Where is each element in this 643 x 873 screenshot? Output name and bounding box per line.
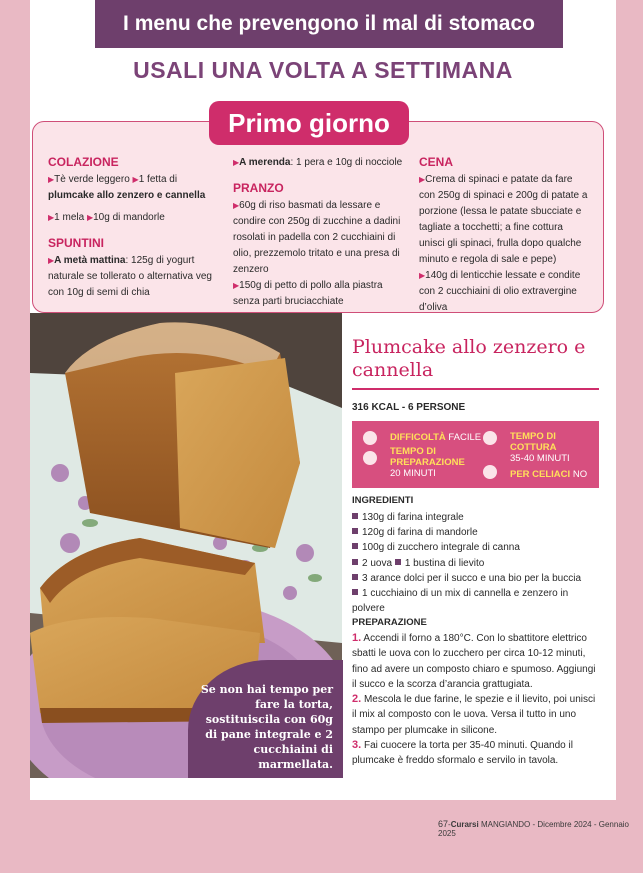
spuntini-title: SPUNTINI <box>48 236 105 250</box>
difficulty-icon <box>363 431 377 445</box>
colazione-line-1: ▶Tè verde leggero ▶1 fetta di plumcake allo zenzero e cannella <box>48 174 206 201</box>
square-bullet-icon <box>352 513 358 519</box>
day-pill <box>209 101 409 145</box>
banner-title: I menu che prevengono il mal di stomaco <box>123 12 535 35</box>
preparation-heading: PREPARAZIONE <box>352 617 427 628</box>
ingredient-item: 130g di farina integrale <box>352 510 602 525</box>
square-bullet-icon <box>352 543 358 549</box>
merenda-line: ▶A merenda: 1 pera e 10g di nocciole <box>233 157 403 168</box>
recipe-info-box <box>352 421 599 488</box>
ingredient-item: 3 arance dolci per il succo e una bio per la buccia <box>352 571 602 586</box>
pranzo-title: PRANZO <box>233 181 284 195</box>
pot-icon <box>483 431 497 445</box>
square-bullet-icon <box>352 574 358 580</box>
triangle-icon: ▶ <box>48 213 55 222</box>
page-subtitle: USALI UNA VOLTA A SETTIMANA <box>133 57 513 83</box>
menu-col-3 <box>419 155 591 322</box>
difficulty-info: DIFFICOLTÀ FACILE <box>390 432 482 443</box>
preparation-steps <box>352 631 602 769</box>
square-bullet-icon <box>352 559 358 565</box>
issue-info: MANGIANDO - Dicembre 2024 - Gennaio 2025 <box>438 820 629 838</box>
page-footer: 67-Curarsi MANGIANDO - Dicembre 2024 - Gennaio 2025 <box>438 819 629 838</box>
pranzo-item-2: ▶150g di petto di pollo alla piastra senza parti bruciacchiate <box>233 280 383 307</box>
triangle-icon: ▶ <box>48 175 55 184</box>
tip-text: Se non hai tempo per fare la torta, sostituiscila con 60g di pane integrale e 2 cucchiaini di marmellata. <box>200 683 333 771</box>
triangle-icon: ▶ <box>86 213 94 222</box>
celiac-info: PER CELIACI NO <box>510 469 588 480</box>
cook-time-info: TEMPO DI COTTURA 35-40 MINUTI <box>510 431 570 464</box>
menu-col-2 <box>233 155 405 316</box>
square-bullet-icon <box>395 559 401 565</box>
recipe-title: Plumcake allo zenzero e cannella <box>352 336 586 381</box>
ingredients-heading: INGREDIENTI <box>352 495 414 506</box>
triangle-icon: ▶ <box>419 271 426 280</box>
triangle-icon: ▶ <box>132 175 139 184</box>
prep-step: 1. Accendi il forno a 180°C. Con lo sbattitore elettrico sbatti le uova con lo zucchero per circa 10-12 minuti, fino ad avere un composto chiaro e spumoso. Aggiungi il succo e la scorza d’arancia grattugiata. <box>352 632 596 690</box>
ingredient-item: 2 uova 1 bustina di lievito <box>352 556 602 571</box>
menu-col-1 <box>48 155 218 307</box>
magazine-name: Curarsi <box>450 820 479 829</box>
colazione-title: COLAZIONE <box>48 155 119 169</box>
triangle-icon: ▶ <box>233 281 240 290</box>
title-divider <box>352 388 599 390</box>
recipe-kcal: 316 KCAL - 6 PERSONE <box>352 402 466 413</box>
triangle-icon: ▶ <box>419 175 426 184</box>
triangle-icon: ▶ <box>233 201 240 210</box>
wheat-icon <box>483 465 497 479</box>
cena-item-1: ▶Crema di spinaci e patate da fare con 250g di spinaci e 200g di patate a porzione (lessa le patate sbucciate e tagliate a tocchetti; a fine cottura unisci gli spinaci, frulla dopo qualche minuto e regola di sale e pepe) <box>419 174 588 265</box>
prep-step: 3. Fai cuocere la torta per 35-40 minuti. Quando il plumcake è freddo sformalo e servilo in tavola. <box>352 739 573 767</box>
ingredient-item: 120g di farina di mandorle <box>352 525 602 540</box>
square-bullet-icon <box>352 528 358 534</box>
page-number: 67 <box>438 819 449 829</box>
ingredient-item: 1 cucchiaino di un mix di cannella e zenzero in polvere <box>352 588 569 615</box>
prep-time-info: TEMPO DI PREPARAZIONE 20 MINUTI <box>390 446 465 479</box>
spuntini-line: ▶A metà mattina: 125g di yogurt naturale se tollerato o alternativa veg con 10g di semi di chia <box>48 255 212 298</box>
cena-title: CENA <box>419 155 454 169</box>
cena-item-2: ▶140g di lenticchie lessate e condite con 2 cucchiaini di olio extravergine d’oliva <box>419 270 581 313</box>
triangle-icon: ▶ <box>233 158 240 167</box>
pranzo-item-1: ▶60g di riso basmati da lessare e condire con 250g di zucchine a dadini rosolati in padella con 2 cucchiaini di olio, prezzemolo tritato e una presa di zenzero <box>233 200 401 275</box>
square-bullet-icon <box>352 589 358 595</box>
header-banner <box>95 0 563 48</box>
clock-icon <box>363 451 377 465</box>
ingredients-list <box>352 510 602 616</box>
ingredient-item: 100g di zucchero integrale di canna <box>352 540 602 555</box>
triangle-icon: ▶ <box>48 256 55 265</box>
prep-step: 2. Mescola le due farine, le spezie e il lievito, poi unisci il mix al composto con le uova. Versa il tutto in uno stampo per plumcake in silicone. <box>352 693 596 736</box>
day-title: Primo giorno <box>228 107 390 138</box>
colazione-line-2: ▶1 mela ▶10g di mandorle <box>48 212 165 223</box>
